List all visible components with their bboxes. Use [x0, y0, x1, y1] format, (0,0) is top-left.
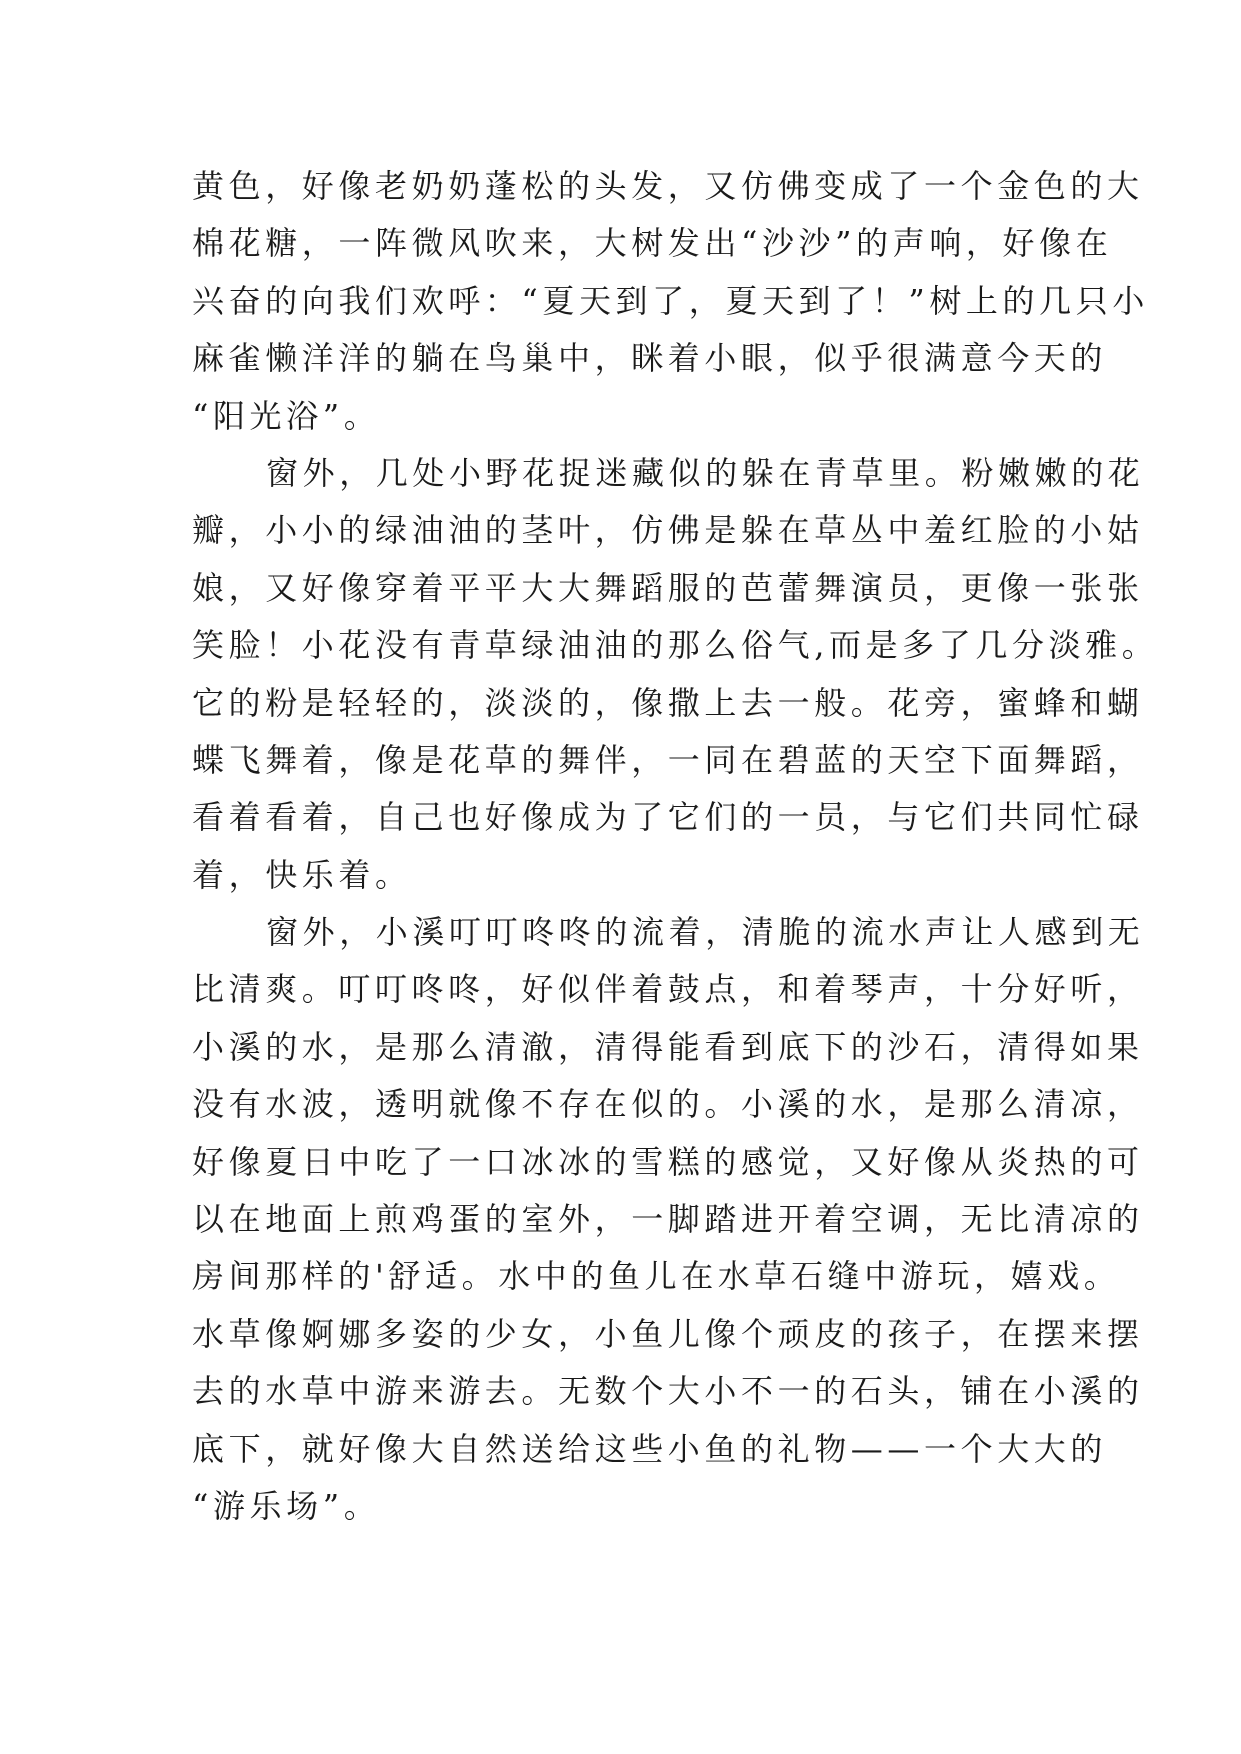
paragraph-1	[192, 158, 1149, 445]
text-line: 以在地面上煎鸡蛋的室外，一脚踏进开着空调，无比清凉的	[192, 1200, 1144, 1239]
text-line: 棉花糖，一阵微风吹来，大树发出“沙沙”的声响，好像在	[192, 224, 1113, 263]
text-line: 窗外，几处小野花捉迷藏似的躲在青草里。粉嫩嫩的花	[266, 453, 1145, 492]
text-line: 兴奋的向我们欢呼：“夏天到了，夏天到了！”树上的几只小	[192, 281, 1149, 320]
text-line: “游乐场”。	[192, 1486, 381, 1525]
essay-body	[192, 158, 1159, 1535]
text-line: 底下，就好像大自然送给这些小鱼的礼物——一个大大的	[192, 1429, 1108, 1468]
text-line: 黄色，好像老奶奶蓬松的头发，又仿佛变成了一个金色的大	[192, 167, 1144, 205]
text-line: 好像夏日中吃了一口冰冰的雪糕的感觉，又好像从炎热的可	[192, 1142, 1144, 1181]
text-line: 着，快乐着。	[192, 855, 412, 894]
text-line: 蝶飞舞着，像是花草的舞伴，一同在碧蓝的天空下面舞蹈，	[192, 740, 1144, 779]
text-line: 水草像婀娜多姿的少女，小鱼儿像个顽皮的孩子，在摆来摆	[192, 1314, 1144, 1353]
text-line: 窗外，小溪叮叮咚咚的流着，清脆的流水声让人感到无	[266, 913, 1145, 952]
text-line: 看着看着，自己也好像成为了它们的一员，与它们共同忙碌	[192, 798, 1144, 837]
text-line: 房间那样的'舒适。水中的鱼儿在水草石缝中游玩，嬉戏。	[192, 1257, 1121, 1296]
text-line: 没有水波，透明就像不存在似的。小溪的水，是那么清凉，	[192, 1085, 1144, 1124]
text-line: 麻雀懒洋洋的躺在鸟巢中，眯着小眼，似乎很满意今天的	[192, 339, 1108, 378]
text-line: 比清爽。叮叮咚咚，好似伴着鼓点，和着琴声，十分好听，	[192, 970, 1144, 1009]
text-line: “阳光浴”。	[192, 396, 381, 435]
text-line: 小溪的水，是那么清澈，清得能看到底下的沙石，清得如果	[192, 1027, 1144, 1066]
paragraph-2	[192, 445, 1159, 904]
text-line: 娘，又好像穿着平平大大舞蹈服的芭蕾舞演员，更像一张张	[192, 568, 1144, 607]
text-line: 去的水草中游来游去。无数个大小不一的石头，铺在小溪的	[192, 1372, 1144, 1411]
text-line: 它的粉是轻轻的，淡淡的，像撒上去一般。花旁，蜜蜂和蝴	[192, 683, 1144, 722]
text-line: 瓣，小小的绿油油的茎叶，仿佛是躲在草丛中羞红脸的小姑	[192, 511, 1144, 550]
text-line: 笑脸！小花没有青草绿油油的那么俗气,而是多了几分淡雅。	[192, 626, 1159, 665]
paragraph-3	[192, 904, 1145, 1535]
